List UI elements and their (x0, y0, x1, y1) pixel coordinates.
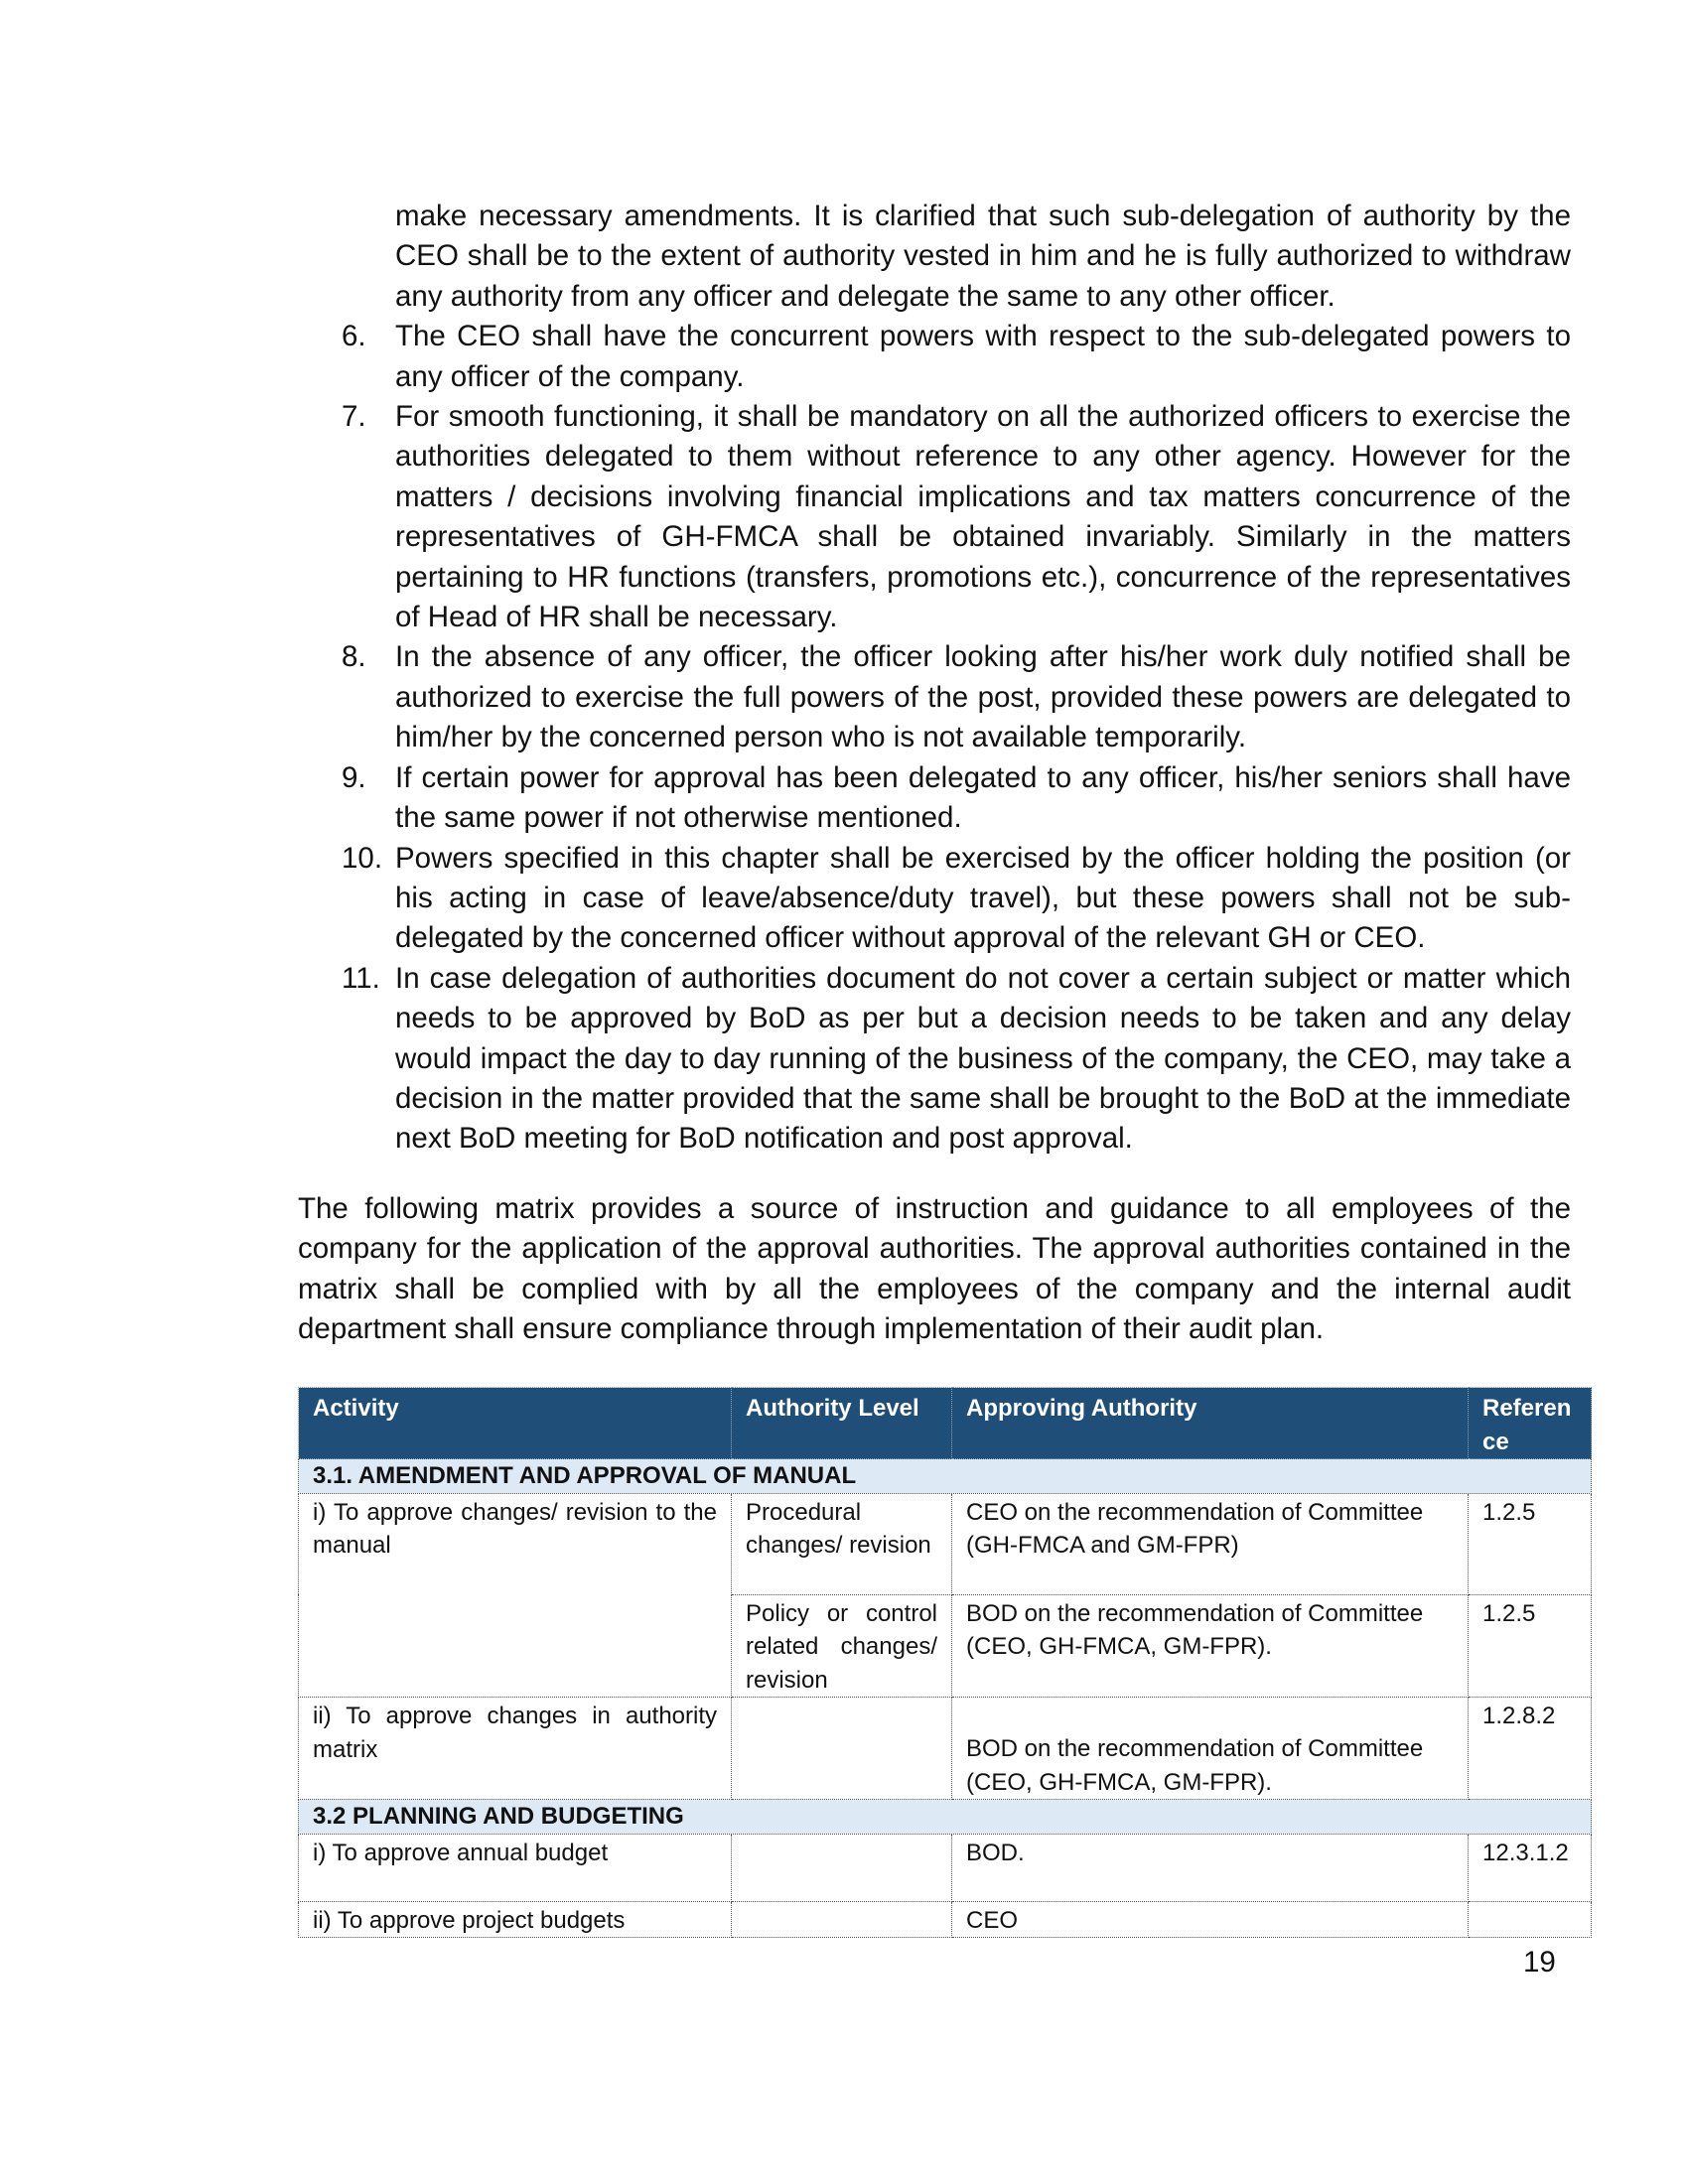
section-title: 3.2 PLANNING AND BUDGETING (299, 1800, 1592, 1835)
cell-authority-level: Procedural changes/ revision (732, 1493, 952, 1594)
list-item-text: In the absence of any officer, the officer looking after his/her work duly notified shall be authorized to exercise the full powers of the post, provided these powers are delegated to him/her by the concerned person who is not available temporarily. (395, 640, 1571, 754)
list-item (298, 317, 1571, 397)
cell-approving-authority: CEO (952, 1901, 1469, 1938)
cell-approving-authority: BOD on the recommendation of Committee (CEO, GH-FMCA, GM-FPR). (952, 1698, 1469, 1800)
cell-reference: 1.2.8.2 (1469, 1698, 1592, 1800)
list-item-number: 6. (342, 320, 366, 353)
cell-activity: ii) To approve project budgets (299, 1901, 732, 1938)
list-item-continuation (298, 197, 1571, 317)
section-row (299, 1459, 1592, 1494)
table-row (299, 1493, 1592, 1594)
list-item-number: 8. (342, 640, 366, 674)
list-item-number: 10. (342, 841, 383, 875)
cell-activity: ii) To approve changes in authority matrix (299, 1698, 732, 1800)
authority-matrix-table (298, 1387, 1592, 1938)
list-item (298, 839, 1571, 959)
cell-approving-authority: CEO on the recommendation of Committee (GH-FMCA and GM-FPR) (952, 1493, 1469, 1594)
list-item-text: The CEO shall have the concurrent powers with respect to the sub-delegated powers to any officer of the company. (395, 320, 1571, 393)
cell-activity: i) To approve changes/ revision to the manual (299, 1493, 732, 1698)
cell-authority-level (732, 1901, 952, 1938)
table-header-row (299, 1388, 1592, 1459)
header-authority-level: Authority Level (732, 1388, 952, 1459)
numbered-list (298, 197, 1571, 1160)
cell-reference: 1.2.5 (1469, 1594, 1592, 1698)
cell-approving-authority: BOD. (952, 1834, 1469, 1901)
list-item-text: In case delegation of authorities document do not cover a certain subject or matter which needs to be approved by BoD as per but a decision needs to be taken and any delay would impact the day to day running of the business of the company, the CEO, may take a decision in the matter provided that the same shall be brought to the BoD at the immediate next BoD meeting for BoD notification and post approval. (395, 961, 1571, 1156)
list-item (298, 959, 1571, 1160)
list-item (298, 397, 1571, 637)
cell-reference: 1.2.5 (1469, 1493, 1592, 1594)
table-row (299, 1698, 1592, 1800)
cell-reference: 12.3.1.2 (1469, 1834, 1592, 1901)
list-item-text: make necessary amendments. It is clarified that such sub-delegation of authority by the CEO shall be to the extent of authority vested in him and he is fully authorized to withdraw any authority from any officer and delegate the same to any other officer. (395, 200, 1571, 313)
cell-approving-authority: BOD on the recommendation of Committee (CEO, GH-FMCA, GM-FPR). (952, 1594, 1469, 1698)
cell-authority-level (732, 1698, 952, 1800)
header-reference: Referen ce (1469, 1388, 1592, 1459)
cell-reference (1469, 1901, 1592, 1938)
page-number: 19 (1523, 1946, 1556, 1979)
list-item-number: 9. (342, 760, 366, 794)
cell-authority-level: Policy or control related changes/ revision (732, 1594, 952, 1698)
list-item (298, 758, 1571, 839)
list-item (298, 637, 1571, 757)
cell-activity: i) To approve annual budget (299, 1834, 732, 1901)
list-item-text: Powers specified in this chapter shall be exercised by the officer holding the position (or his acting in case of leave/absence/duty travel), but these powers shall not be sub-delegated by the concerned officer without approval of the relevant GH or CEO. (395, 841, 1571, 955)
list-item-number: 7. (342, 400, 366, 434)
list-item-text: If certain power for approval has been delegated to any officer, his/her seniors shall have the same power if not otherwise mentioned. (395, 760, 1571, 835)
cell-authority-level (732, 1834, 952, 1901)
header-approving-authority: Approving Authority (952, 1388, 1469, 1459)
section-row (299, 1800, 1592, 1835)
list-item-text: For smooth functioning, it shall be mandatory on all the authorized officers to exercise the authorities delegated to them without reference to any other agency. However for the matters / decisions involving financial implications and tax matters concurrence of the representatives of GH-FMCA shall be obtained invariably. Similarly in the matters pertaining to HR functions (transfers, promotions etc.), concurrence of the representatives of Head of HR shall be necessary. (395, 400, 1571, 634)
list-item-number: 11. (342, 961, 380, 995)
table-row (299, 1834, 1592, 1901)
table-row (299, 1901, 1592, 1938)
section-title: 3.1. AMENDMENT AND APPROVAL OF MANUAL (299, 1459, 1592, 1494)
intro-paragraph: The following matrix provides a source of instruction and guidance to all employees of the company for the application of the approval authorities. The approval authorities contained in the matrix shall be complied with by all the employees of the company and the internal audit department shall ensure compliance through implementation of their audit plan. (298, 1192, 1571, 1346)
header-activity: Activity (299, 1388, 732, 1459)
